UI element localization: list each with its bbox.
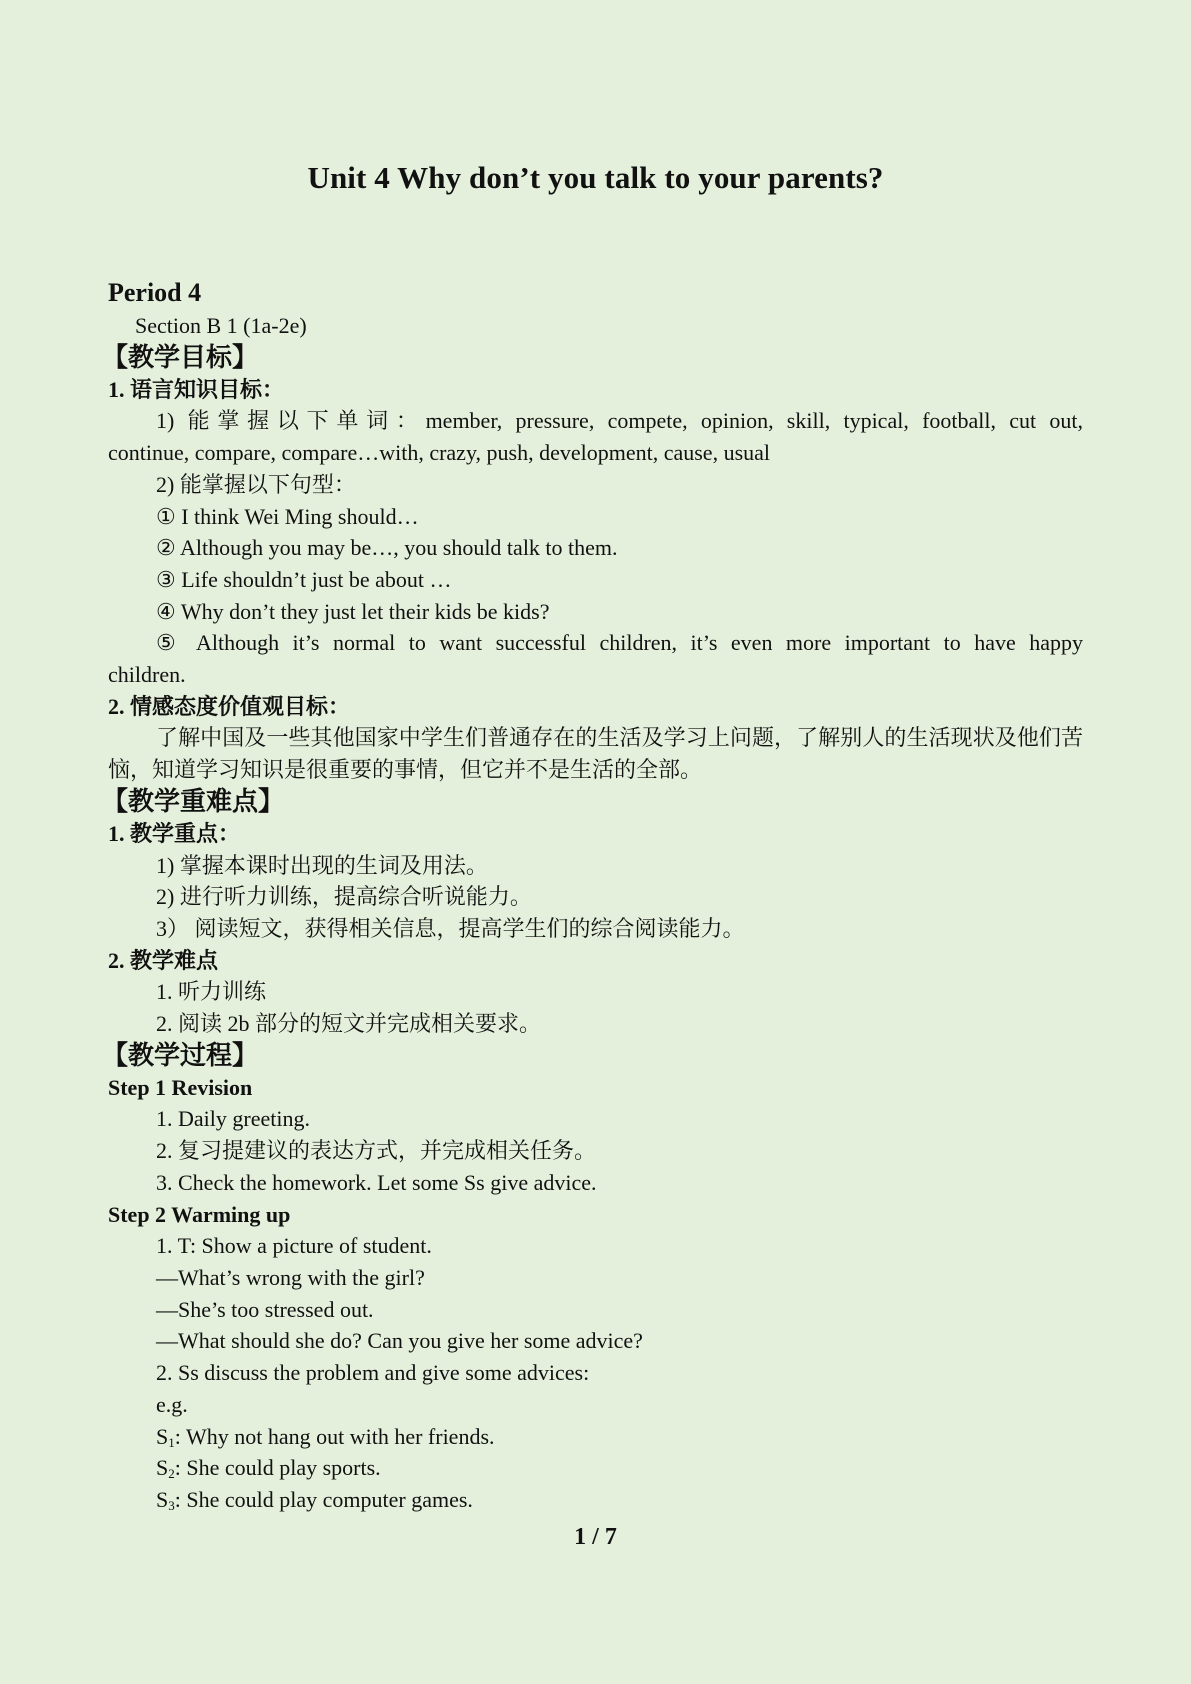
example-label: e.g.	[156, 1391, 188, 1417]
student-2-subscript: 2	[168, 1466, 175, 1482]
document-title: Unit 4 Why don’t you talk to your parents?	[307, 160, 884, 195]
difficulty-item-1: 1. 听力训练	[156, 979, 267, 1005]
student-2-text: : She could play sports.	[174, 1455, 381, 1481]
student-3-subscript: 3	[168, 1497, 175, 1513]
step-2-item-2: 2. Ss discuss the problem and give some advices:	[156, 1360, 590, 1386]
focus-item-1: 1) 掌握本课时出现的生词及用法。	[156, 852, 488, 878]
page-number: 1 / 7	[574, 1524, 617, 1550]
student-3-label: S	[156, 1486, 169, 1512]
difficulty-heading: 2. 教学难点	[108, 947, 219, 973]
document-page	[102, 0, 1083, 1684]
pattern-4: ④ Why don’t they just let their kids be kids?	[156, 598, 550, 624]
process-heading: 【教学过程】	[102, 1040, 259, 1071]
pattern-1: ① I think Wei Ming should…	[156, 503, 419, 529]
objectives-heading: 【教学目标】	[102, 342, 259, 373]
step-1-item-3: 3. Check the homework. Let some Ss give advice.	[156, 1169, 597, 1195]
pattern-3: ③ Life shouldn’t just be about …	[156, 566, 452, 592]
emotion-objectives-text: 了解中国及一些其他国家中学生们普通存在的生活及学习上问题，了解别人的生活现状及他们苦恼，知道学习知识是很重要的事情，但它并不是生活的全部。	[108, 725, 1083, 783]
dialog-line-3: —What should she do? Can you give her some advice?	[156, 1328, 643, 1354]
student-1-text: : Why not hang out with her friends.	[174, 1423, 495, 1449]
dialog-line-1: —What’s wrong with the girl?	[156, 1264, 425, 1290]
student-3-advice	[108, 1484, 1083, 1516]
patterns-intro: 2) 能掌握以下句型：	[156, 471, 356, 497]
step-1-item-1: 1. Daily greeting.	[156, 1106, 310, 1132]
pattern-2: ② Although you may be…, you should talk to them.	[156, 535, 618, 561]
key-points-heading: 【教学重难点】	[102, 786, 285, 817]
vocab-line-1: 1) 能掌握以下单词：member, pressure, compete, opinion, skill, typical, football, cut out,	[156, 408, 1083, 434]
pattern-5-line-1: ⑤ Although it’s normal to want successful children, it’s even more important to have happy	[156, 630, 1083, 656]
focus-heading: 1. 教学重点：	[108, 820, 241, 846]
student-1-subscript: 1	[168, 1434, 175, 1450]
focus-item-3: 3） 阅读短文，获得相关信息，提高学生们的综合阅读能力。	[156, 915, 745, 941]
period-heading: Period 4	[108, 278, 202, 307]
step-1-heading: Step 1 Revision	[108, 1074, 253, 1100]
student-2-advice	[108, 1452, 1083, 1484]
student-3-text: : She could play computer games.	[174, 1486, 473, 1512]
focus-item-2: 2) 进行听力训练，提高综合听说能力。	[156, 884, 532, 910]
step-2-item-1: 1. T: Show a picture of student.	[156, 1233, 432, 1259]
emotion-objectives-heading: 2. 情感态度价值观目标：	[108, 693, 351, 719]
student-2-label: S	[156, 1455, 169, 1481]
difficulty-item-2: 2. 阅读 2b 部分的短文并完成相关要求。	[156, 1011, 542, 1037]
step-2-heading: Step 2 Warming up	[108, 1201, 291, 1227]
student-1-advice	[108, 1421, 1083, 1453]
dialog-line-2: —She’s too stressed out.	[156, 1296, 374, 1322]
section-label: Section B 1 (1a-2e)	[135, 313, 307, 338]
pattern-5-line-2: children.	[108, 662, 186, 688]
student-1-label: S	[156, 1423, 169, 1449]
language-objectives-heading: 1. 语言知识目标：	[108, 376, 285, 402]
document-content	[102, 276, 1083, 1516]
vocab-line-2: continue, compare, compare…with, crazy, push, development, cause, usual	[108, 440, 771, 466]
step-1-item-2: 2. 复习提建议的表达方式，并完成相关任务。	[156, 1138, 597, 1164]
